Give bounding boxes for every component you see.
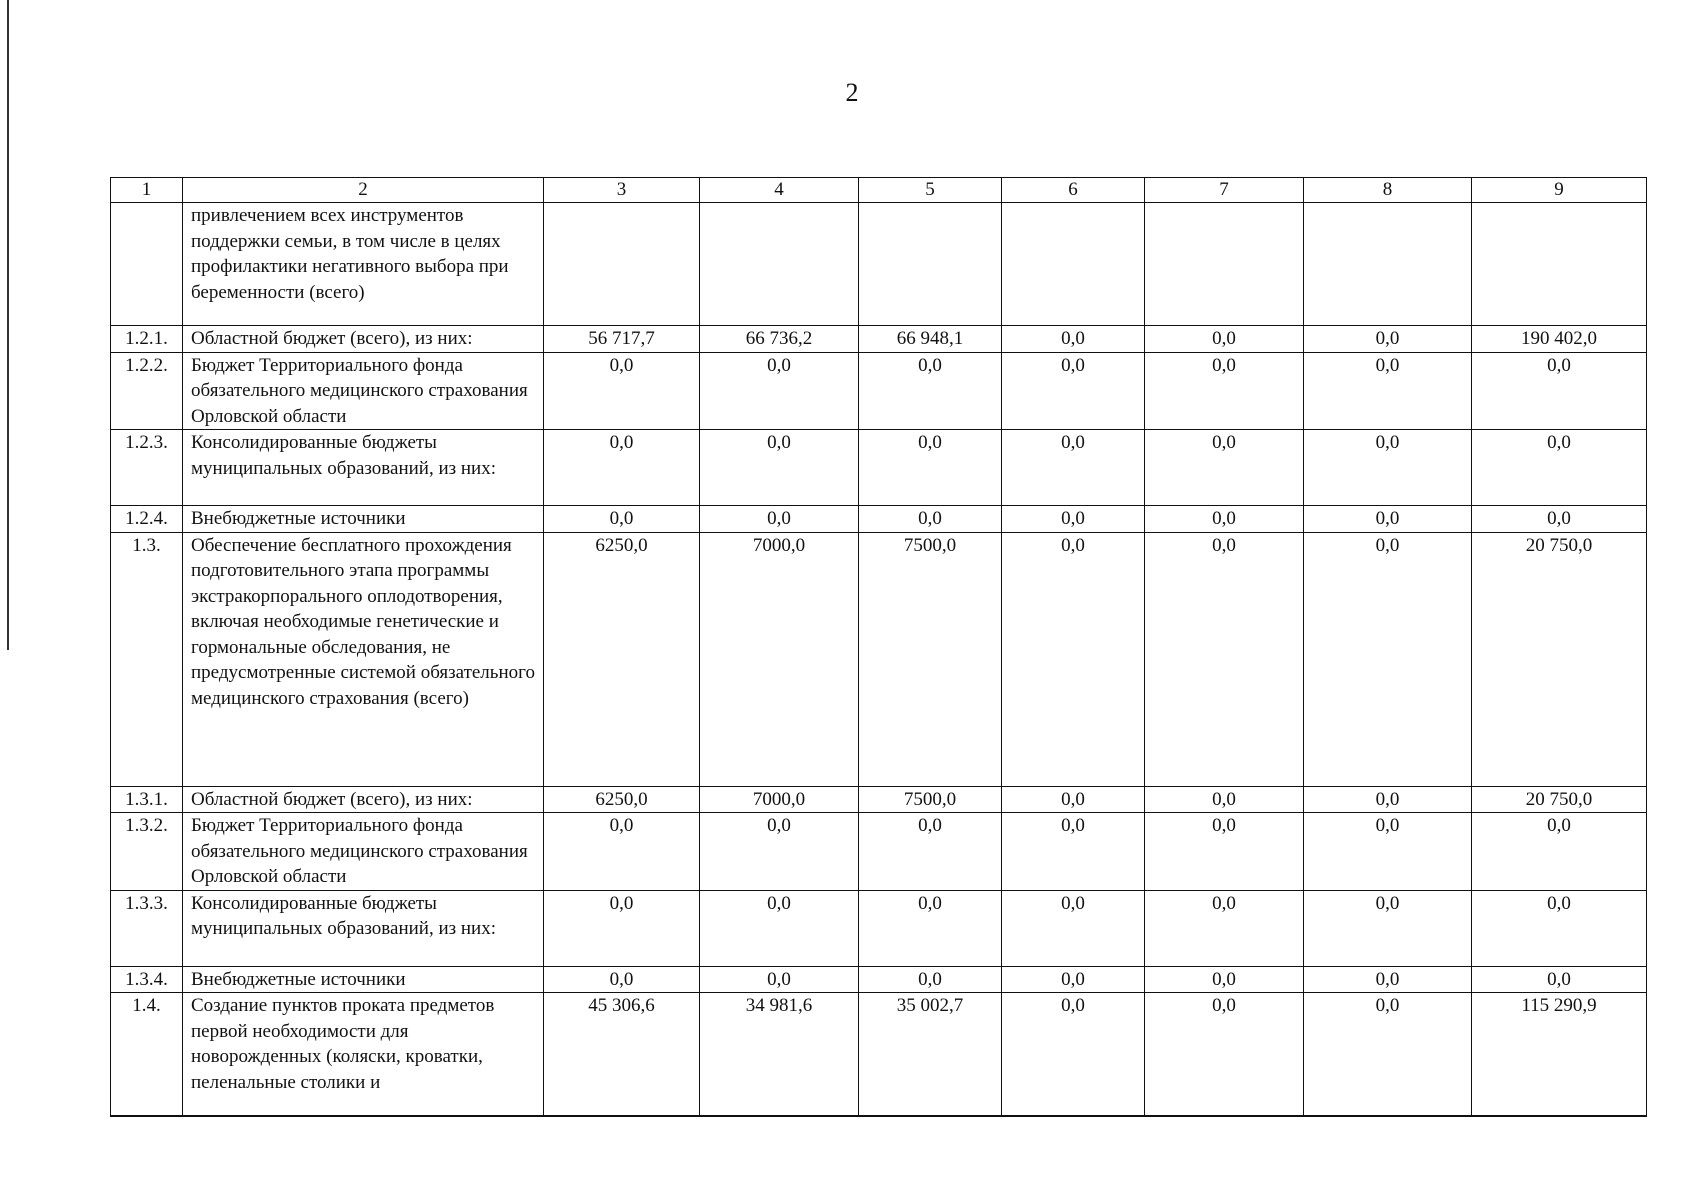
value-cell: 0,0 xyxy=(544,890,700,966)
row-name: Бюджет Территориального фонда обязательного медицинского страхования Орловской области xyxy=(183,352,544,430)
value-cell: 7000,0 xyxy=(700,532,859,786)
value-cell: 0,0 xyxy=(544,813,700,891)
row-index: 1.2.4. xyxy=(111,506,183,533)
value-cell: 6250,0 xyxy=(544,532,700,786)
value-cell: 0,0 xyxy=(1304,532,1472,786)
table-row xyxy=(111,993,1647,1117)
value-cell: 0,0 xyxy=(1002,993,1145,1117)
column-number: 2 xyxy=(183,178,544,203)
value-cell: 0,0 xyxy=(859,890,1002,966)
value-cell: 6250,0 xyxy=(544,786,700,813)
budget-table xyxy=(110,177,1647,1117)
row-index: 1.3.3. xyxy=(111,890,183,966)
value-cell: 0,0 xyxy=(1304,966,1472,993)
value-cell: 0,0 xyxy=(1304,786,1472,813)
row-index: 1.4. xyxy=(111,993,183,1117)
value-cell: 0,0 xyxy=(1145,532,1304,786)
value-cell: 0,0 xyxy=(1145,430,1304,506)
row-name: Внебюджетные источники xyxy=(183,506,544,533)
value-cell: 0,0 xyxy=(700,966,859,993)
value-cell: 34 981,6 xyxy=(700,993,859,1117)
value-cell: 0,0 xyxy=(1002,352,1145,430)
value-cell: 0,0 xyxy=(1472,352,1647,430)
value-cell: 0,0 xyxy=(1002,890,1145,966)
value-cell: 0,0 xyxy=(1145,506,1304,533)
column-number: 4 xyxy=(700,178,859,203)
table-row xyxy=(111,326,1647,353)
value-cell: 0,0 xyxy=(1304,506,1472,533)
value-cell: 0,0 xyxy=(1145,813,1304,891)
value-cell: 0,0 xyxy=(859,352,1002,430)
value-cell: 0,0 xyxy=(544,430,700,506)
column-number: 7 xyxy=(1145,178,1304,203)
row-index: 1.3.1. xyxy=(111,786,183,813)
value-cell: 0,0 xyxy=(700,430,859,506)
value-cell: 115 290,9 xyxy=(1472,993,1647,1117)
budget-table-body xyxy=(111,178,1647,1117)
value-cell xyxy=(700,203,859,326)
value-cell: 0,0 xyxy=(859,813,1002,891)
value-cell: 0,0 xyxy=(1304,993,1472,1117)
value-cell: 0,0 xyxy=(1145,993,1304,1117)
value-cell: 0,0 xyxy=(700,506,859,533)
value-cell: 0,0 xyxy=(1145,966,1304,993)
value-cell: 0,0 xyxy=(1472,813,1647,891)
row-index: 1.2.3. xyxy=(111,430,183,506)
value-cell: 0,0 xyxy=(859,430,1002,506)
value-cell: 0,0 xyxy=(1145,890,1304,966)
row-index: 1.2.2. xyxy=(111,352,183,430)
value-cell: 0,0 xyxy=(1002,813,1145,891)
column-number: 1 xyxy=(111,178,183,203)
value-cell xyxy=(1304,203,1472,326)
value-cell: 0,0 xyxy=(1002,430,1145,506)
value-cell: 0,0 xyxy=(1304,813,1472,891)
row-index: 1.3.2. xyxy=(111,813,183,891)
row-name: Консолидированные бюджеты муниципальных образований, из них: xyxy=(183,890,544,966)
value-cell: 0,0 xyxy=(1472,430,1647,506)
table-row xyxy=(111,966,1647,993)
value-cell: 0,0 xyxy=(1472,506,1647,533)
row-name: привлечением всех инструментов поддержки семьи, в том числе в целях профилактики негативного выбора при беременности (всего) xyxy=(183,203,544,326)
row-index: 1.3. xyxy=(111,532,183,786)
value-cell: 0,0 xyxy=(859,506,1002,533)
value-cell: 0,0 xyxy=(700,352,859,430)
value-cell: 0,0 xyxy=(1304,352,1472,430)
value-cell: 0,0 xyxy=(1002,532,1145,786)
column-number: 6 xyxy=(1002,178,1145,203)
row-index xyxy=(111,203,183,326)
value-cell: 0,0 xyxy=(1145,786,1304,813)
table-row xyxy=(111,352,1647,430)
value-cell: 0,0 xyxy=(700,890,859,966)
row-name: Бюджет Территориального фонда обязательного медицинского страхования Орловской области xyxy=(183,813,544,891)
value-cell: 0,0 xyxy=(1002,326,1145,353)
row-index: 1.2.1. xyxy=(111,326,183,353)
value-cell: 20 750,0 xyxy=(1472,532,1647,786)
value-cell: 56 717,7 xyxy=(544,326,700,353)
value-cell: 7000,0 xyxy=(700,786,859,813)
column-number: 8 xyxy=(1304,178,1472,203)
column-number-row xyxy=(111,178,1647,203)
value-cell xyxy=(1472,203,1647,326)
value-cell: 45 306,6 xyxy=(544,993,700,1117)
table-row xyxy=(111,890,1647,966)
value-cell: 0,0 xyxy=(1304,326,1472,353)
value-cell: 0,0 xyxy=(1472,966,1647,993)
value-cell: 35 002,7 xyxy=(859,993,1002,1117)
table-row xyxy=(111,506,1647,533)
value-cell xyxy=(1002,203,1145,326)
value-cell: 66 736,2 xyxy=(700,326,859,353)
value-cell: 0,0 xyxy=(1002,966,1145,993)
value-cell: 66 948,1 xyxy=(859,326,1002,353)
value-cell: 7500,0 xyxy=(859,786,1002,813)
table-row xyxy=(111,813,1647,891)
table-row xyxy=(111,786,1647,813)
value-cell: 0,0 xyxy=(1472,890,1647,966)
row-name: Создание пунктов проката предметов первой необходимости для новорожденных (коляски, кроватки, пеленальные столики и xyxy=(183,993,544,1117)
column-number: 5 xyxy=(859,178,1002,203)
value-cell: 0,0 xyxy=(544,506,700,533)
value-cell xyxy=(544,203,700,326)
table-row xyxy=(111,430,1647,506)
value-cell: 0,0 xyxy=(1002,786,1145,813)
row-name: Областной бюджет (всего), из них: xyxy=(183,786,544,813)
value-cell: 7500,0 xyxy=(859,532,1002,786)
value-cell: 0,0 xyxy=(1304,890,1472,966)
table-row xyxy=(111,203,1647,326)
value-cell xyxy=(859,203,1002,326)
row-name: Обеспечение бесплатного прохождения подготовительного этапа программы экстракорпорального оплодотворения, включая необходимые генетические и гормональные обследования, не предусмотренные системой обязательного медицинского страхования (всего) xyxy=(183,532,544,786)
value-cell: 0,0 xyxy=(1002,506,1145,533)
value-cell: 0,0 xyxy=(544,352,700,430)
value-cell: 190 402,0 xyxy=(1472,326,1647,353)
row-name: Консолидированные бюджеты муниципальных образований, из них: xyxy=(183,430,544,506)
value-cell: 0,0 xyxy=(1145,326,1304,353)
row-name: Внебюджетные источники xyxy=(183,966,544,993)
value-cell: 20 750,0 xyxy=(1472,786,1647,813)
page-number: 2 xyxy=(845,78,859,107)
value-cell: 0,0 xyxy=(859,966,1002,993)
value-cell: 0,0 xyxy=(544,966,700,993)
table-row xyxy=(111,532,1647,786)
value-cell xyxy=(1145,203,1304,326)
value-cell: 0,0 xyxy=(700,813,859,891)
value-cell: 0,0 xyxy=(1145,352,1304,430)
column-number: 9 xyxy=(1472,178,1647,203)
row-name: Областной бюджет (всего), из них: xyxy=(183,326,544,353)
value-cell: 0,0 xyxy=(1304,430,1472,506)
row-index: 1.3.4. xyxy=(111,966,183,993)
column-number: 3 xyxy=(544,178,700,203)
